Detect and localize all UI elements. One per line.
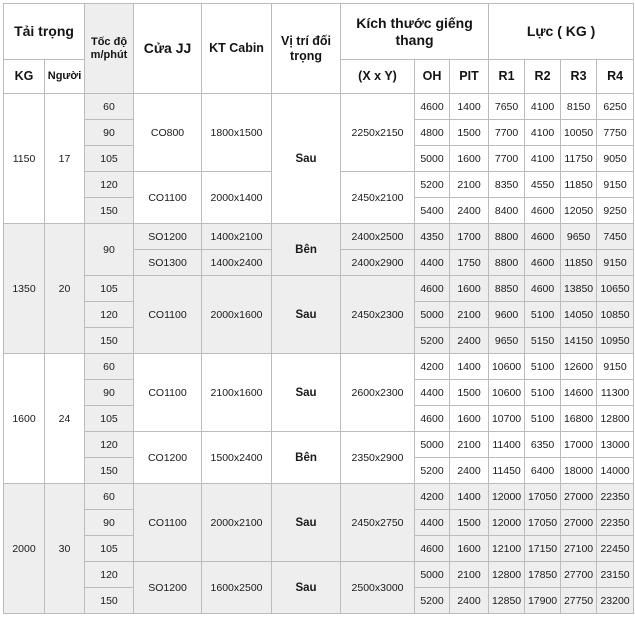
nguoi-cell: 24 xyxy=(45,354,85,484)
shaft-cell: 2400x2900 xyxy=(341,250,415,276)
r4-cell: 9250 xyxy=(597,198,634,224)
door-cell: CO800 xyxy=(134,94,202,172)
r3-cell: 27750 xyxy=(561,588,597,614)
header-nguoi: Người xyxy=(45,60,85,94)
oh-cell: 5000 xyxy=(415,432,450,458)
cabin-cell: 2000x1400 xyxy=(202,172,272,224)
r2-cell: 4600 xyxy=(525,198,561,224)
r4-cell: 9150 xyxy=(597,250,634,276)
r1-cell: 10700 xyxy=(489,406,525,432)
r2-cell: 4600 xyxy=(525,276,561,302)
r4-cell: 6250 xyxy=(597,94,634,120)
oh-cell: 4600 xyxy=(415,276,450,302)
cabin-cell: 1400x2400 xyxy=(202,250,272,276)
position-cell: Sau xyxy=(272,94,341,224)
nguoi-cell: 20 xyxy=(45,224,85,354)
header-r2: R2 xyxy=(525,60,561,94)
speed-cell: 150 xyxy=(85,198,134,224)
cabin-cell: 2000x2100 xyxy=(202,484,272,562)
pit-cell: 1400 xyxy=(450,94,489,120)
speed-cell: 120 xyxy=(85,302,134,328)
oh-cell: 4600 xyxy=(415,94,450,120)
cabin-cell: 2100x1600 xyxy=(202,354,272,432)
speed-cell: 105 xyxy=(85,146,134,172)
r2-cell: 5100 xyxy=(525,380,561,406)
table-row xyxy=(4,432,634,458)
door-cell: CO1200 xyxy=(134,432,202,484)
r4-cell: 9050 xyxy=(597,146,634,172)
position-cell: Sau xyxy=(272,354,341,432)
nguoi-cell: 17 xyxy=(45,94,85,224)
speed-cell: 90 xyxy=(85,380,134,406)
r1-cell: 12800 xyxy=(489,562,525,588)
oh-cell: 4800 xyxy=(415,120,450,146)
r2-cell: 17900 xyxy=(525,588,561,614)
pit-cell: 1400 xyxy=(450,354,489,380)
door-cell: SO1300 xyxy=(134,250,202,276)
shaft-cell: 2450x2100 xyxy=(341,172,415,224)
oh-cell: 4400 xyxy=(415,250,450,276)
shaft-cell: 2400x2500 xyxy=(341,224,415,250)
r4-cell: 10650 xyxy=(597,276,634,302)
header-pit: PIT xyxy=(450,60,489,94)
r2-cell: 17050 xyxy=(525,510,561,536)
r4-cell: 12800 xyxy=(597,406,634,432)
cabin-cell: 1400x2100 xyxy=(202,224,272,250)
cabin-cell: 1800x1500 xyxy=(202,94,272,172)
r1-cell: 12000 xyxy=(489,484,525,510)
position-cell: Bên xyxy=(272,432,341,484)
r3-cell: 13850 xyxy=(561,276,597,302)
r4-cell: 11300 xyxy=(597,380,634,406)
speed-cell: 105 xyxy=(85,276,134,302)
r4-cell: 23200 xyxy=(597,588,634,614)
kg-cell: 1150 xyxy=(4,94,45,224)
pit-cell: 1600 xyxy=(450,536,489,562)
r2-cell: 4100 xyxy=(525,94,561,120)
r1-cell: 11400 xyxy=(489,432,525,458)
header-kg: KG xyxy=(4,60,45,94)
oh-cell: 4200 xyxy=(415,354,450,380)
nguoi-cell: 30 xyxy=(45,484,85,614)
shaft-cell: 2600x2300 xyxy=(341,354,415,432)
r1-cell: 10600 xyxy=(489,380,525,406)
speed-cell: 150 xyxy=(85,588,134,614)
pit-cell: 2100 xyxy=(450,562,489,588)
door-cell: CO1100 xyxy=(134,276,202,354)
shaft-cell: 2250x2150 xyxy=(341,94,415,172)
kg-cell: 1350 xyxy=(4,224,45,354)
r3-cell: 11850 xyxy=(561,172,597,198)
speed-cell: 150 xyxy=(85,458,134,484)
door-cell: CO1100 xyxy=(134,172,202,224)
r3-cell: 12600 xyxy=(561,354,597,380)
r1-cell: 8800 xyxy=(489,224,525,250)
cabin-cell: 1500x2400 xyxy=(202,432,272,484)
r4-cell: 10850 xyxy=(597,302,634,328)
oh-cell: 5200 xyxy=(415,172,450,198)
r3-cell: 14150 xyxy=(561,328,597,354)
kg-cell: 1600 xyxy=(4,354,45,484)
r2-cell: 5150 xyxy=(525,328,561,354)
oh-cell: 5200 xyxy=(415,588,450,614)
pit-cell: 1500 xyxy=(450,120,489,146)
table-row xyxy=(4,94,634,120)
header-r1: R1 xyxy=(489,60,525,94)
r3-cell: 10050 xyxy=(561,120,597,146)
r2-cell: 17850 xyxy=(525,562,561,588)
oh-cell: 5200 xyxy=(415,328,450,354)
r1-cell: 8350 xyxy=(489,172,525,198)
r4-cell: 9150 xyxy=(597,172,634,198)
speed-cell: 105 xyxy=(85,406,134,432)
r4-cell: 13000 xyxy=(597,432,634,458)
door-cell: SO1200 xyxy=(134,224,202,250)
pit-cell: 1600 xyxy=(450,276,489,302)
r4-cell: 22450 xyxy=(597,536,634,562)
r3-cell: 14600 xyxy=(561,380,597,406)
r2-cell: 4100 xyxy=(525,146,561,172)
r1-cell: 8400 xyxy=(489,198,525,224)
speed-cell: 120 xyxy=(85,172,134,198)
speed-cell: 90 xyxy=(85,120,134,146)
door-cell: CO1100 xyxy=(134,484,202,562)
r3-cell: 27000 xyxy=(561,510,597,536)
header-cua: Cửa JJ xyxy=(134,4,202,94)
kg-cell: 2000 xyxy=(4,484,45,614)
r2-cell: 5100 xyxy=(525,406,561,432)
r2-cell: 17050 xyxy=(525,484,561,510)
pit-cell: 1750 xyxy=(450,250,489,276)
speed-cell: 60 xyxy=(85,354,134,380)
r3-cell: 14050 xyxy=(561,302,597,328)
header-vi-tri: Vị trí đối trọng xyxy=(272,4,341,94)
pit-cell: 2100 xyxy=(450,172,489,198)
speed-cell: 90 xyxy=(85,510,134,536)
r1-cell: 8850 xyxy=(489,276,525,302)
oh-cell: 4600 xyxy=(415,406,450,432)
elevator-spec-table xyxy=(3,3,634,614)
oh-cell: 5000 xyxy=(415,302,450,328)
r2-cell: 4600 xyxy=(525,250,561,276)
speed-cell: 90 xyxy=(85,224,134,276)
header-kich-thuoc: Kích thước giếng thang xyxy=(341,4,489,60)
r2-cell: 5100 xyxy=(525,302,561,328)
position-cell: Sau xyxy=(272,562,341,614)
r2-cell: 4100 xyxy=(525,120,561,146)
r1-cell: 12000 xyxy=(489,510,525,536)
r3-cell: 8150 xyxy=(561,94,597,120)
cabin-cell: 2000x1600 xyxy=(202,276,272,354)
oh-cell: 5000 xyxy=(415,562,450,588)
header-kt-cabin: KT Cabin xyxy=(202,4,272,94)
r3-cell: 11750 xyxy=(561,146,597,172)
r4-cell: 7450 xyxy=(597,224,634,250)
header-tai-trong: Tải trọng xyxy=(4,4,85,60)
oh-cell: 4600 xyxy=(415,536,450,562)
r1-cell: 9600 xyxy=(489,302,525,328)
r4-cell: 7750 xyxy=(597,120,634,146)
pit-cell: 2400 xyxy=(450,198,489,224)
pit-cell: 2400 xyxy=(450,328,489,354)
r3-cell: 27700 xyxy=(561,562,597,588)
position-cell: Bên xyxy=(272,224,341,276)
r3-cell: 27100 xyxy=(561,536,597,562)
cabin-cell: 1600x2500 xyxy=(202,562,272,614)
header-luc: Lực ( KG ) xyxy=(489,4,634,60)
r4-cell: 9150 xyxy=(597,354,634,380)
speed-cell: 105 xyxy=(85,536,134,562)
r1-cell: 7700 xyxy=(489,146,525,172)
r3-cell: 11850 xyxy=(561,250,597,276)
header-xy: (X x Y) xyxy=(341,60,415,94)
pit-cell: 2100 xyxy=(450,432,489,458)
speed-cell: 150 xyxy=(85,328,134,354)
r3-cell: 16800 xyxy=(561,406,597,432)
r2-cell: 17150 xyxy=(525,536,561,562)
r1-cell: 8800 xyxy=(489,250,525,276)
table-row xyxy=(4,562,634,588)
r4-cell: 10950 xyxy=(597,328,634,354)
header-r4: R4 xyxy=(597,60,634,94)
r4-cell: 14000 xyxy=(597,458,634,484)
table-row xyxy=(4,276,634,302)
shaft-cell: 2350x2900 xyxy=(341,432,415,484)
r2-cell: 4550 xyxy=(525,172,561,198)
r1-cell: 9650 xyxy=(489,328,525,354)
oh-cell: 4350 xyxy=(415,224,450,250)
header-oh: OH xyxy=(415,60,450,94)
pit-cell: 2400 xyxy=(450,458,489,484)
shaft-cell: 2450x2750 xyxy=(341,484,415,562)
r3-cell: 12050 xyxy=(561,198,597,224)
speed-cell: 60 xyxy=(85,484,134,510)
pit-cell: 1500 xyxy=(450,380,489,406)
pit-cell: 2100 xyxy=(450,302,489,328)
r2-cell: 4600 xyxy=(525,224,561,250)
header-r3: R3 xyxy=(561,60,597,94)
pit-cell: 2400 xyxy=(450,588,489,614)
r1-cell: 12850 xyxy=(489,588,525,614)
door-cell: CO1100 xyxy=(134,354,202,432)
pit-cell: 1700 xyxy=(450,224,489,250)
r3-cell: 9650 xyxy=(561,224,597,250)
position-cell: Sau xyxy=(272,484,341,562)
oh-cell: 5200 xyxy=(415,458,450,484)
position-cell: Sau xyxy=(272,276,341,354)
door-cell: SO1200 xyxy=(134,562,202,614)
shaft-cell: 2500x3000 xyxy=(341,562,415,614)
r1-cell: 11450 xyxy=(489,458,525,484)
r4-cell: 22350 xyxy=(597,484,634,510)
speed-cell: 120 xyxy=(85,562,134,588)
r1-cell: 12100 xyxy=(489,536,525,562)
r3-cell: 17000 xyxy=(561,432,597,458)
table-row xyxy=(4,484,634,510)
r2-cell: 5100 xyxy=(525,354,561,380)
oh-cell: 4200 xyxy=(415,484,450,510)
speed-cell: 120 xyxy=(85,432,134,458)
pit-cell: 1400 xyxy=(450,484,489,510)
oh-cell: 5000 xyxy=(415,146,450,172)
oh-cell: 4400 xyxy=(415,380,450,406)
oh-cell: 5400 xyxy=(415,198,450,224)
shaft-cell: 2450x2300 xyxy=(341,276,415,354)
r3-cell: 27000 xyxy=(561,484,597,510)
r4-cell: 22350 xyxy=(597,510,634,536)
header-toc-do: Tốc độ m/phút xyxy=(85,4,134,94)
pit-cell: 1500 xyxy=(450,510,489,536)
table-row xyxy=(4,354,634,380)
pit-cell: 1600 xyxy=(450,406,489,432)
r4-cell: 23150 xyxy=(597,562,634,588)
r1-cell: 10600 xyxy=(489,354,525,380)
r2-cell: 6400 xyxy=(525,458,561,484)
pit-cell: 1600 xyxy=(450,146,489,172)
speed-cell: 60 xyxy=(85,94,134,120)
r2-cell: 6350 xyxy=(525,432,561,458)
oh-cell: 4400 xyxy=(415,510,450,536)
r1-cell: 7650 xyxy=(489,94,525,120)
r3-cell: 18000 xyxy=(561,458,597,484)
r1-cell: 7700 xyxy=(489,120,525,146)
table-row xyxy=(4,224,634,250)
